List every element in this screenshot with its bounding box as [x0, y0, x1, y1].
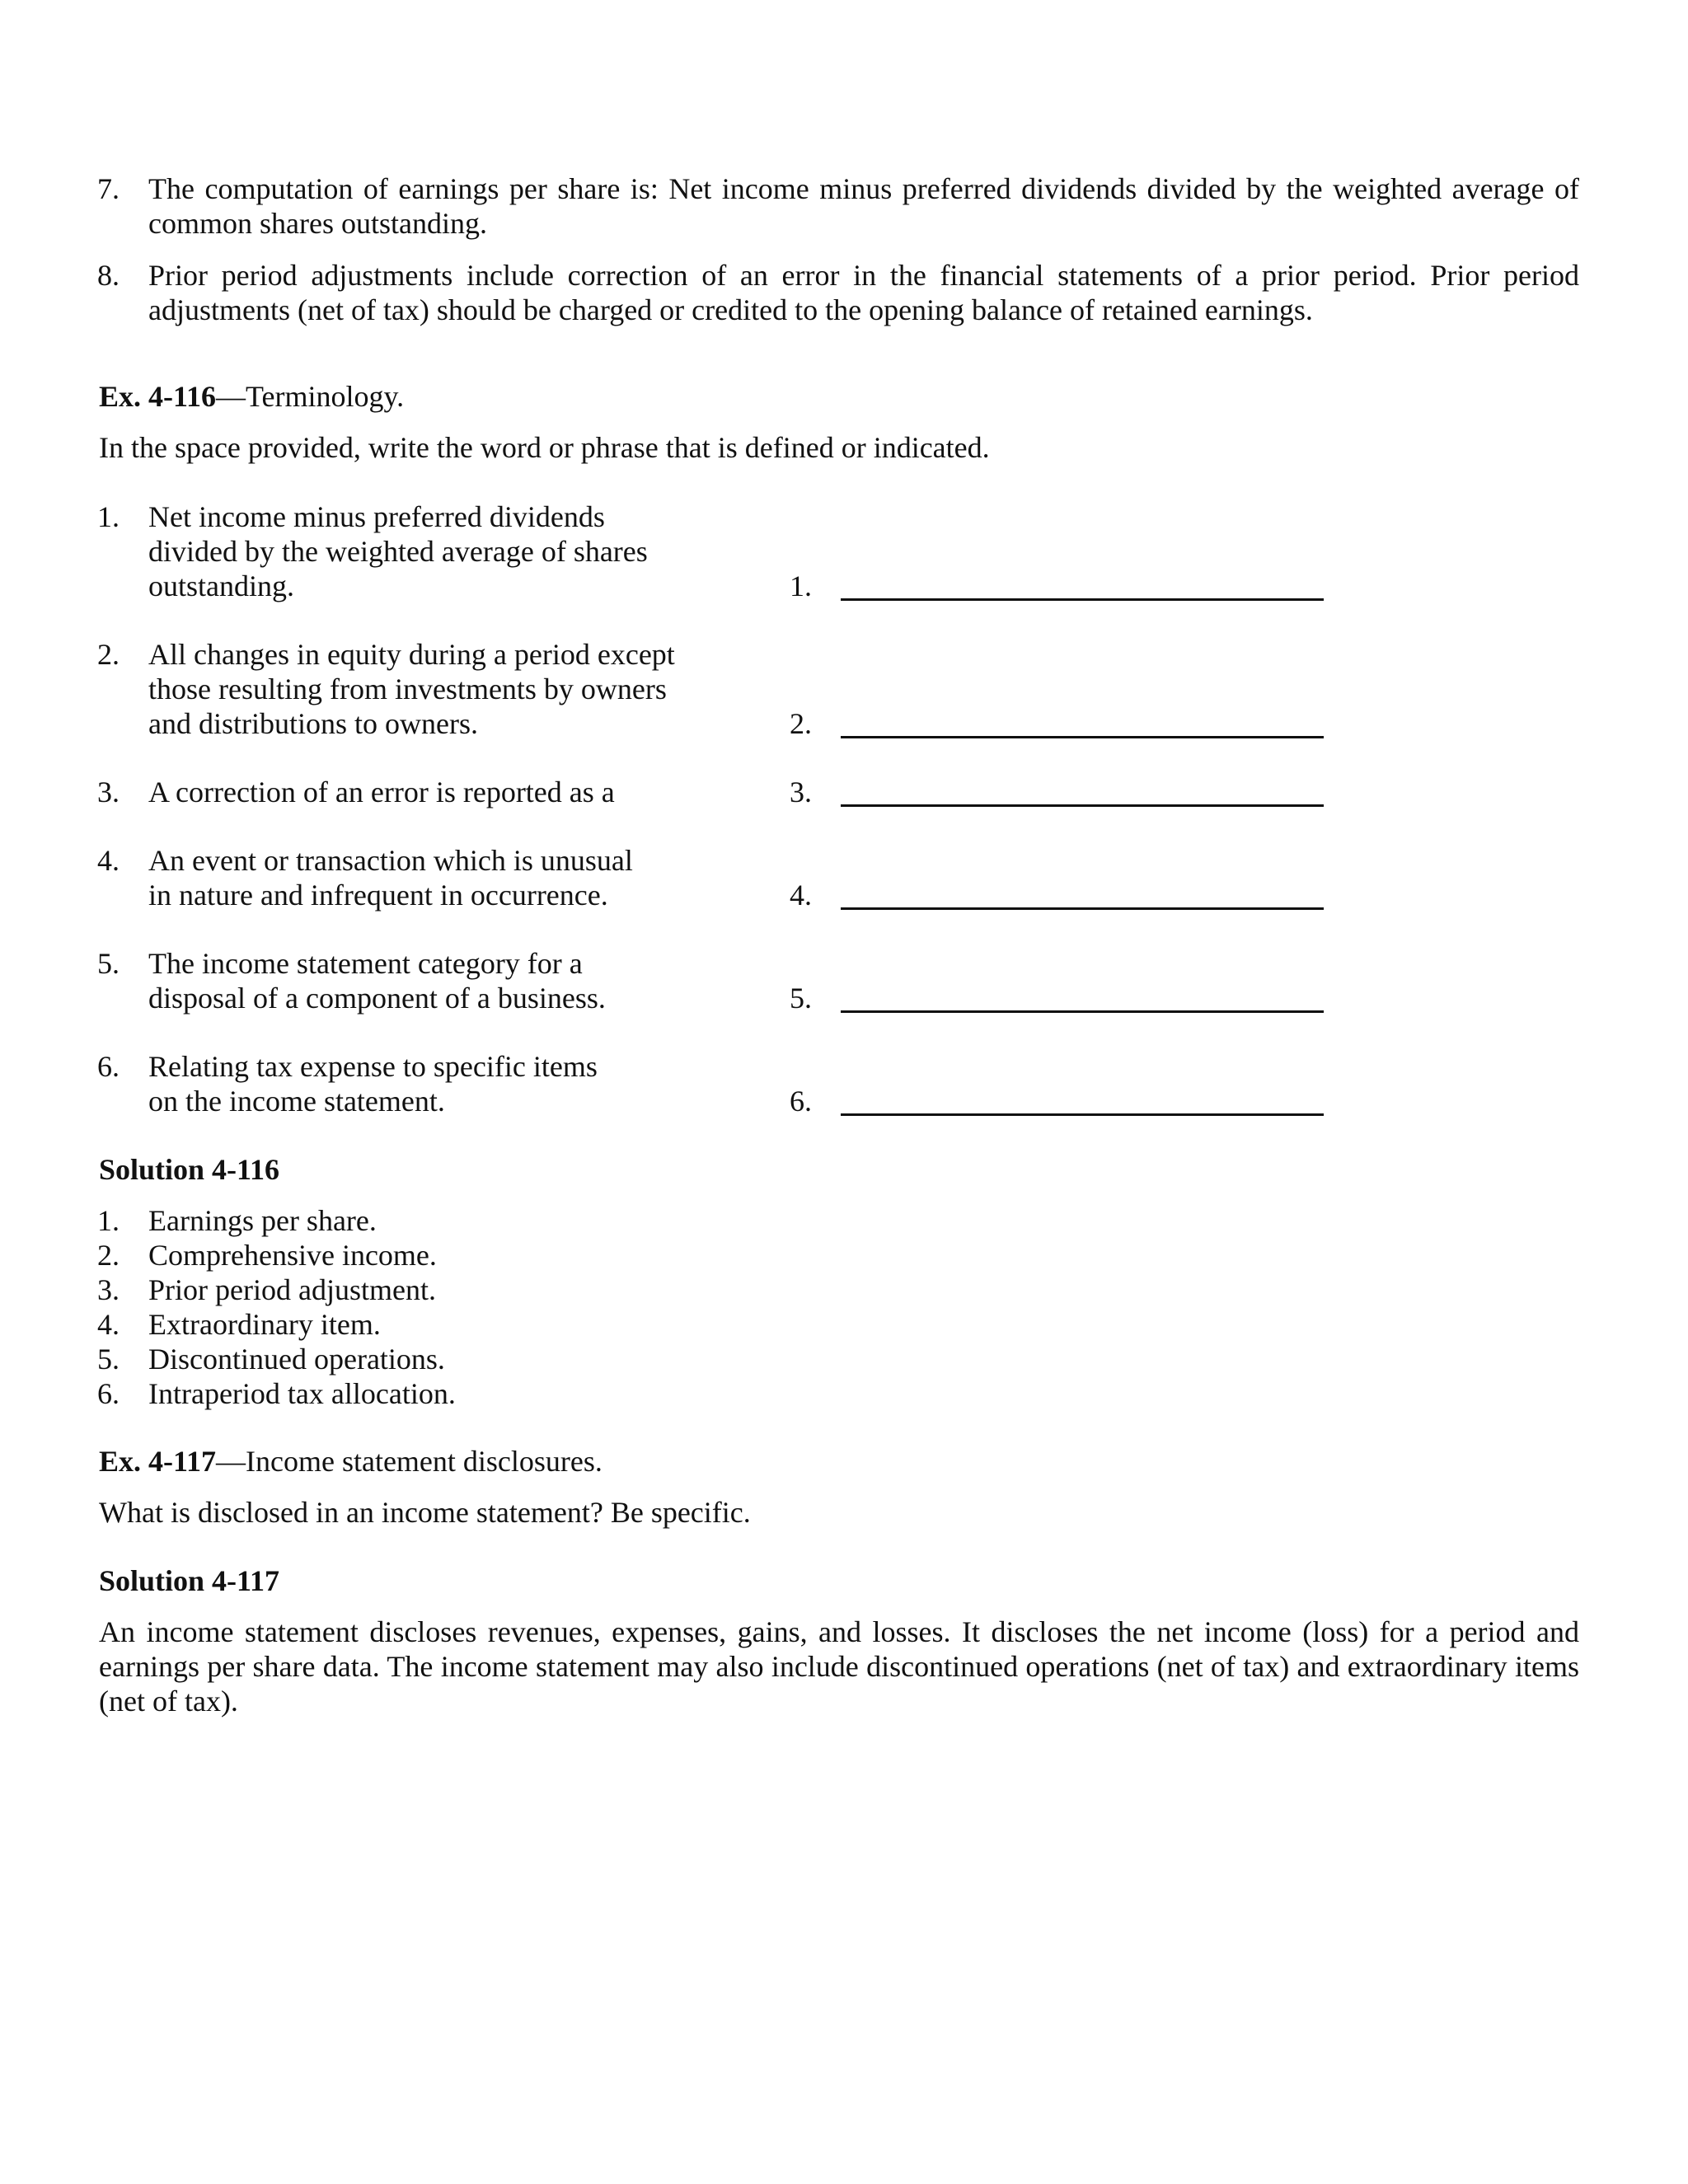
exercise-label: Ex. 4-117: [99, 1445, 217, 1478]
term-item-number: 6.: [97, 1050, 120, 1083]
solution-answer-text: Extraordinary item.: [148, 1308, 381, 1341]
solution-answer: [97, 1238, 839, 1272]
solution-answer-text: Discontinued operations.: [148, 1343, 445, 1376]
answer-blank-line[interactable]: [841, 982, 1324, 1013]
solution-answer-number: 6.: [97, 1377, 120, 1410]
solution-answer-number: 4.: [97, 1308, 120, 1341]
term-item-line: A correction of an error is reported as a: [148, 776, 615, 808]
term-item-number: 2.: [97, 638, 120, 671]
term-item-number: 4.: [97, 844, 120, 877]
answer-number: 6.: [790, 1085, 812, 1118]
exercise-title: —Terminology.: [216, 380, 405, 413]
term-item-line: disposal of a component of a business.: [148, 982, 606, 1015]
answer-number: 1.: [790, 569, 812, 602]
answer-number: 2.: [790, 707, 812, 740]
solution-answer: [97, 1342, 839, 1376]
term-item-line: Net income minus preferred dividends: [148, 500, 605, 533]
answer-number: 3.: [790, 776, 812, 808]
solution-heading: Solution 4-116: [99, 1153, 280, 1186]
solution-answer-number: 1.: [97, 1204, 120, 1237]
term-item-number: 5.: [97, 947, 120, 980]
answer-blank-line[interactable]: [841, 708, 1324, 738]
solution-answer-text: Prior period adjustment.: [148, 1273, 436, 1306]
solution-answer: [97, 1376, 839, 1411]
term-item-number: 1.: [97, 500, 120, 533]
answer-blank-line[interactable]: [841, 776, 1324, 807]
solution-answer-text: Earnings per share.: [148, 1204, 377, 1237]
term-item-line: outstanding.: [148, 569, 294, 602]
term-item-line: An event or transaction which is unusual: [148, 844, 633, 877]
exercise-title: —Income statement disclosures.: [216, 1445, 603, 1478]
term-item-line: Relating tax expense to specific items: [148, 1050, 598, 1083]
exercise-label: Ex. 4-116: [99, 380, 217, 413]
answer-blank-line[interactable]: [841, 879, 1324, 910]
term-item-line: and distributions to owners.: [148, 707, 478, 740]
solution-answer: [97, 1203, 839, 1238]
term-item-line: The income statement category for a: [148, 947, 583, 980]
term-item-line: in nature and infrequent in occurrence.: [148, 879, 608, 912]
intro-item-number: 7.: [97, 172, 120, 205]
intro-item-text: The computation of earnings per share is: Net income minus preferred dividends divided by the weighted average of common shares outstanding.: [148, 172, 1579, 240]
solution-heading: Solution 4-117: [99, 1564, 280, 1597]
term-item-line: those resulting from investments by owners: [148, 673, 667, 705]
solution-answer-number: 2.: [97, 1239, 120, 1272]
answer-blank-line[interactable]: [841, 570, 1324, 601]
answer-number: 4.: [790, 879, 812, 912]
term-item-line: divided by the weighted average of shares: [148, 535, 648, 568]
solution-paragraph: An income statement discloses revenues, expenses, gains, and losses. It discloses the net income (loss) for a period and earnings per share data. The income statement may also include discontinued operations (net of tax) and extraordinary items (net of tax).: [99, 1615, 1579, 1718]
term-item-line: All changes in equity during a period except: [148, 638, 675, 671]
solution-answer: [97, 1307, 839, 1342]
answer-blank-line[interactable]: [841, 1085, 1324, 1116]
exercise-instruction: In the space provided, write the word or phrase that is defined or indicated.: [99, 431, 990, 464]
intro-item-number: 8.: [97, 259, 120, 292]
solution-answer-number: 5.: [97, 1343, 120, 1376]
exercise-heading: [99, 1444, 1579, 1479]
solution-answer-number: 3.: [97, 1273, 120, 1306]
solution-answer-text: Comprehensive income.: [148, 1239, 437, 1272]
answer-number: 5.: [790, 982, 812, 1015]
solution-answer: [97, 1272, 839, 1307]
solution-answer-text: Intraperiod tax allocation.: [148, 1377, 456, 1410]
exercise-question: What is disclosed in an income statement? Be specific.: [99, 1496, 751, 1529]
term-item-number: 3.: [97, 776, 120, 808]
intro-item-text: Prior period adjustments include correction of an error in the financial statements of a prior period. Prior period adjustments (net of tax) should be charged or credited to the opening balance of retained earnings.: [148, 259, 1579, 326]
term-item-line: on the income statement.: [148, 1085, 445, 1118]
exercise-heading: [99, 379, 1579, 414]
